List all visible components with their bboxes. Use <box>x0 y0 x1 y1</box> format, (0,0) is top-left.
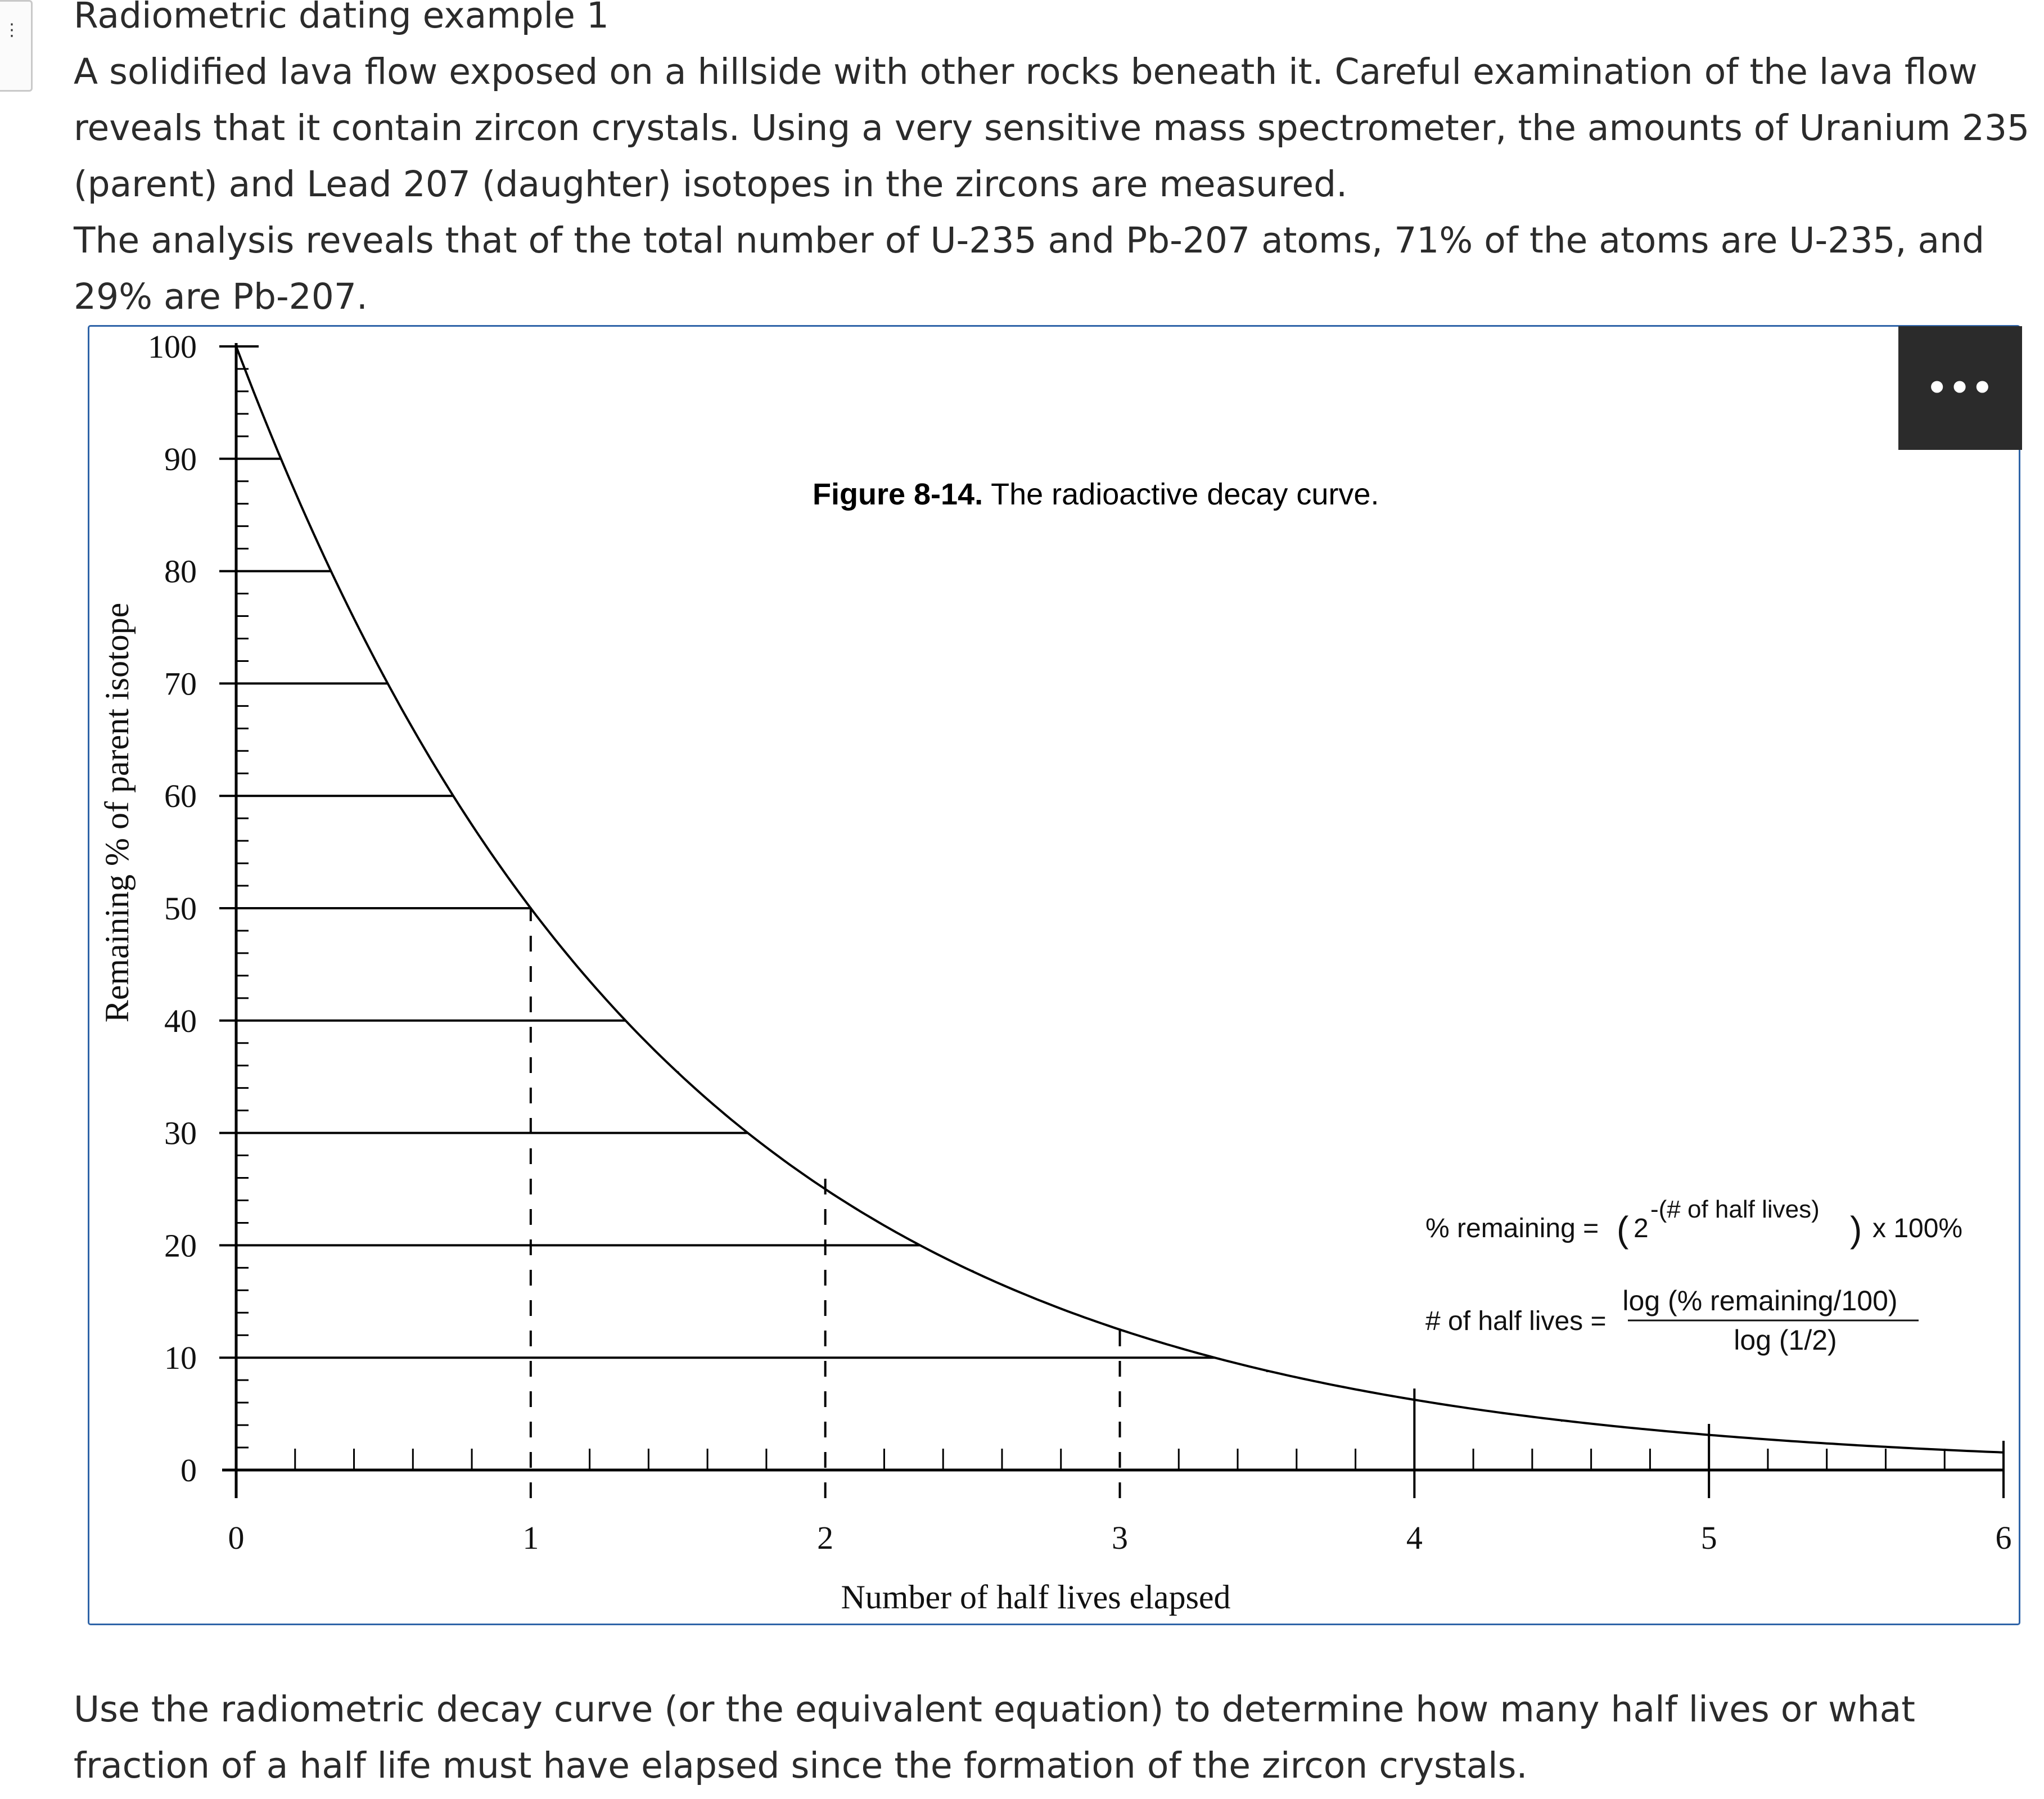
equation1-base: 2 <box>1634 1214 1649 1243</box>
equation1-close-paren: ) <box>1850 1209 1862 1250</box>
decay-point <box>382 674 385 677</box>
x-tick-label: 3 <box>1112 1520 1128 1556</box>
decay-point <box>1708 1434 1710 1436</box>
y-tick-label: 40 <box>164 1002 197 1039</box>
decay-point <box>824 1188 827 1191</box>
equation2-lhs: # of half lives = <box>1425 1306 1607 1336</box>
figure-caption: Figure 8-14. The radioactive decay curve. <box>813 477 1379 511</box>
decay-point <box>1119 1328 1121 1331</box>
y-tick-label: 60 <box>164 778 197 815</box>
equation1-open-paren: ( <box>1617 1209 1629 1250</box>
label-layer <box>148 328 2012 1556</box>
decay-point <box>1560 1419 1563 1422</box>
equation-percent-remaining <box>1425 1196 1962 1250</box>
question-paragraph: Use the radiometric decay curve (or the equivalent equation) to determine how many half lives or what fraction of a half life must have elapsed since the formation of the zircon crystals. <box>74 1689 1915 1786</box>
y-tick-label: 30 <box>164 1115 197 1152</box>
page-title: Radiometric dating example 1 <box>74 0 609 36</box>
y-tick-label: 10 <box>164 1340 197 1377</box>
decay-point <box>677 1071 679 1074</box>
decay-point <box>1855 1444 1857 1446</box>
analysis-paragraph: The analysis reveals that of the total number of U-235 and Pb-207 atoms, 71% of the atoms are U-235, and 29% are Pb-207. <box>74 220 1985 317</box>
x-tick-label: 6 <box>1995 1520 2012 1556</box>
equation1-lhs: % remaining = <box>1425 1214 1599 1243</box>
y-tick-label: 70 <box>164 665 197 702</box>
y-tick-label: 50 <box>164 890 197 927</box>
decay-point <box>2002 1451 2005 1453</box>
y-axis-label: Remaining % of parent isotope <box>98 602 136 1023</box>
x-tick-label: 2 <box>817 1520 834 1556</box>
y-tick-label: 100 <box>148 328 197 365</box>
decay-point <box>1413 1399 1415 1401</box>
x-tick-label: 4 <box>1406 1520 1423 1556</box>
x-axis-label: Number of half lives elapsed <box>841 1579 1231 1616</box>
drag-handle-icon: ⋮ <box>3 20 20 40</box>
x-tick-label: 5 <box>1700 1520 1717 1556</box>
decay-point <box>972 1270 974 1272</box>
y-tick-label: 20 <box>164 1227 197 1264</box>
equation2-numerator: log (% remaining/100) <box>1622 1285 1898 1316</box>
decay-point <box>530 907 532 909</box>
x-tick-label: 0 <box>228 1520 245 1556</box>
y-tick-label: 0 <box>181 1452 197 1489</box>
intro-paragraph: A solidified lava flow exposed on a hillside with other rocks beneath it. Careful examination of the lava flow reveals that it contain zircon crystals. Using a very sensitive mass spectrometer, the amounts of Uranium 235 (parent) and Lead 207 (daughter) isotopes in the zircons are measured. <box>74 51 2030 205</box>
equation2-denominator: log (1/2) <box>1734 1324 1837 1356</box>
y-tick-label: 90 <box>164 440 197 477</box>
equation1-exponent: -(# of half lives) <box>1650 1196 1820 1223</box>
equation1-rhs: x 100% <box>1872 1214 1963 1243</box>
decay-point <box>235 345 237 348</box>
x-tick-label: 1 <box>522 1520 539 1556</box>
y-tick-label: 80 <box>164 553 197 590</box>
decay-point <box>1266 1370 1268 1372</box>
equation-half-lives <box>1425 1285 1919 1356</box>
more-options-button[interactable]: ••• <box>1898 326 2022 450</box>
